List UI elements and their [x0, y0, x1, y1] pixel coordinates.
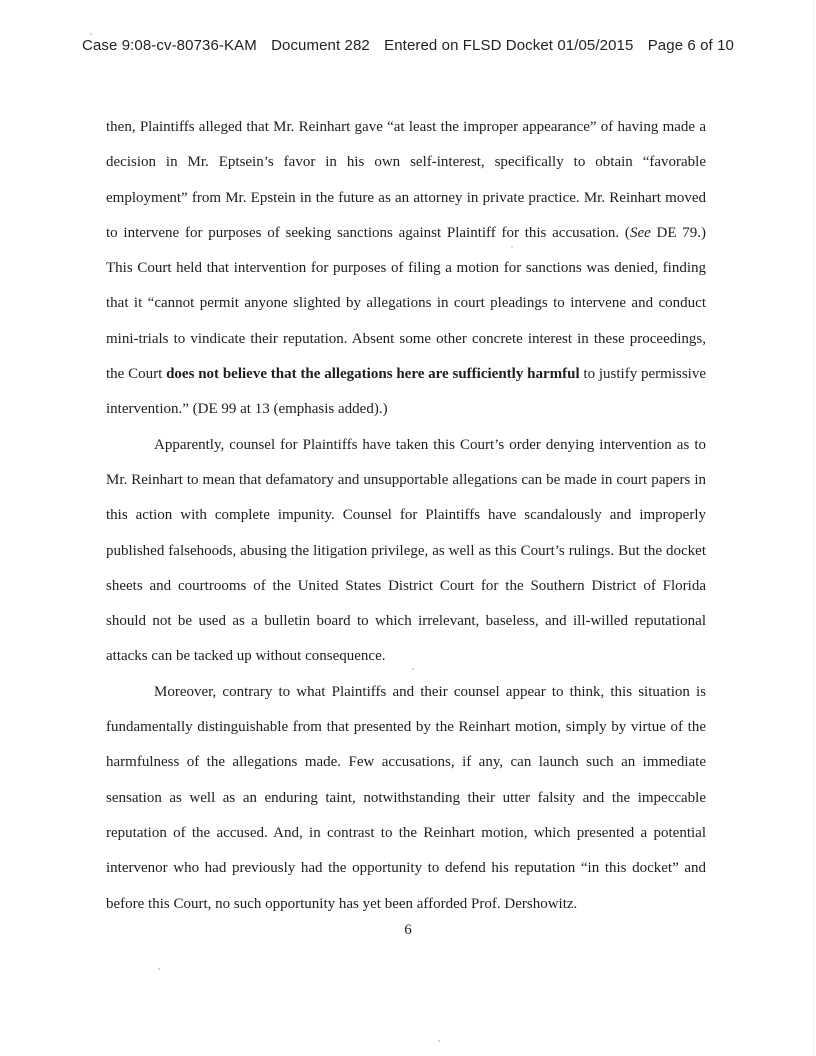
scan-speck [158, 968, 160, 970]
paragraph-1-run-1: then, Plaintiffs alleged that Mr. Reinhart gave “at least the improper appearance” of having made a decision in Mr. Eptsein’s favor in his own self-interest, specifically to obtain “favorable employment” from Mr. Epstein in the future as an attorney in private practice. Mr. Reinhart moved to intervene for purposes of seeking sanctions against Plaintiff for this accusation. ( [106, 119, 706, 241]
scan-speck [438, 1040, 440, 1042]
docket-entry-date: Entered on FLSD Docket 01/05/2015 [384, 37, 634, 54]
paragraph-3-text: Moreover, contrary to what Plaintiffs and their counsel appear to think, this situation is fundamentally distinguishable from that presented by the Reinhart motion, simply by virtue of the harmfulness of the allegations made. Few accusations, if any, can launch such an immediate sensation as well as an enduring taint, notwithstanding their utter falsity and the impeccable reputation of the accused. And, in contrast to the Reinhart motion, which presented a potential intervenor who had previously had the opportunity to defend his reputation “in this docket” and before this Court, no such opportunity has yet been afforded Prof. Dershowitz. [106, 683, 706, 912]
case-number: Case 9:08-cv-80736-KAM [82, 37, 257, 54]
paragraph-1-run-5: to justify permissive intervention.” (DE 99 at 13 (emphasis added).) [106, 366, 706, 418]
docket-header [0, 37, 816, 54]
document-number: Document 282 [271, 37, 370, 54]
page-number: 6 [404, 922, 412, 938]
scan-edge-line [813, 0, 814, 1056]
paragraph-2-text: Apparently, counsel for Plaintiffs have taken this Court’s order denying intervention as to Mr. Reinhart to mean that defamatory and unsupportable allegations can be made in court papers in this action with complete impunity. Counsel for Plaintiffs have scandalously and improperly published falsehoods, abusing the litigation privilege, as well as this Court’s rulings. But the docket sheets and courtrooms of the United States District Court for the Southern District of Florida should not be used as a bulletin board to which irrelevant, baseless, and ill-willed reputational attacks can be tacked up without consequence. [106, 436, 706, 665]
paragraph-1 [106, 110, 706, 428]
body-text [106, 110, 706, 922]
paragraph-1-see-signal: See [629, 224, 651, 241]
paragraph-1-run-3: DE 79.) This Court held that intervention for purposes of filing a motion for sanctions was denied, finding that it “cannot permit anyone slighted by allegations in court pleadings to intervene and conduct mini-trials to vindicate their reputation. Absent some other concrete interest in these proceedings, the Court [106, 224, 706, 383]
scan-speck [90, 33, 92, 35]
paragraph-3 [106, 675, 706, 922]
scan-speck [412, 668, 414, 670]
page-indicator: Page 6 of 10 [647, 37, 734, 54]
paragraph-2 [106, 428, 706, 675]
scan-speck [511, 246, 513, 248]
paragraph-1-emphasis: does not believe that the allegations here are sufficiently harmful [166, 366, 580, 383]
